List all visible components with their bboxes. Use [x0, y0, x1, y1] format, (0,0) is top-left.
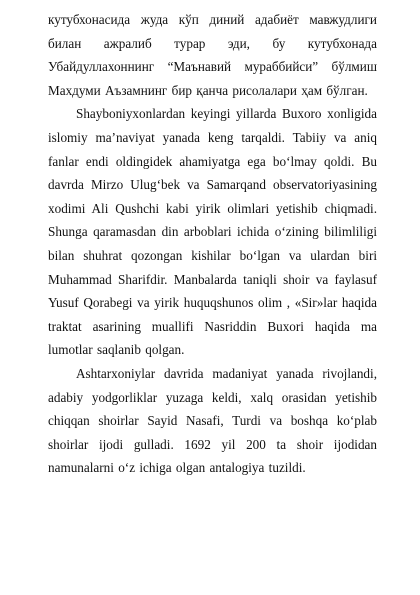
- paragraph-library-cyrillic: кутубхонасида жуда кўп диний адабиёт мавжудлиги билан ажралиб турар эди, бу кутубхонада Убайдуллахоннинг “Маънавий мураббийси” бўлмиш Махдуми Аъзамнинг бир қанча рисолалари ҳам бўлган.: [48, 12, 377, 98]
- paragraph-ashtarkhanid-culture: Ashtarxoniylar davrida madaniyat yanada rivojlandi, adabiy yodgorliklar yuzaga keldi, xalq orasidan yetishib chiqqan shoirlar Sayid Nasafi, Turdi va boshqa ko‘plab shoirlar ijodi gulladi. 1692 yil 200 ta shoir ijodidan namunalarni o‘z ichiga olgan antalogiya tuzildi.: [48, 365, 377, 476]
- paragraph-islamic-spirituality: Shayboniyxonlardan keyingi yillarda Buxoro xonligida islomiy ma’naviyat yanada keng tarqaldi. Tabiiy va aniq fanlar endi oldingidek ahamiyatga ega bo‘lmay qoldi. Bu davrda Mirzo Ulug‘bek va Samarqand observatoriyasining xodimi Ali Qushchi kabi yirik olimlari yetishib chiqmadi. Shunga qaramasdan din arboblari ichida o‘zining bilimliligi bilan shuhrat qozongan kishilar bo‘lgan va ulardan biri Muhammad Sharifdir. Manbalarda taniqli shoir va faylasuf Yusuf Qorabegi va yirik huquqshunos olim , «Sir»lar haqida traktat asarining muallifi Nasriddin Buxori haqida ma lumotlar saqlanib qolgan.: [48, 106, 377, 358]
- document-page: [48, 8, 377, 480]
